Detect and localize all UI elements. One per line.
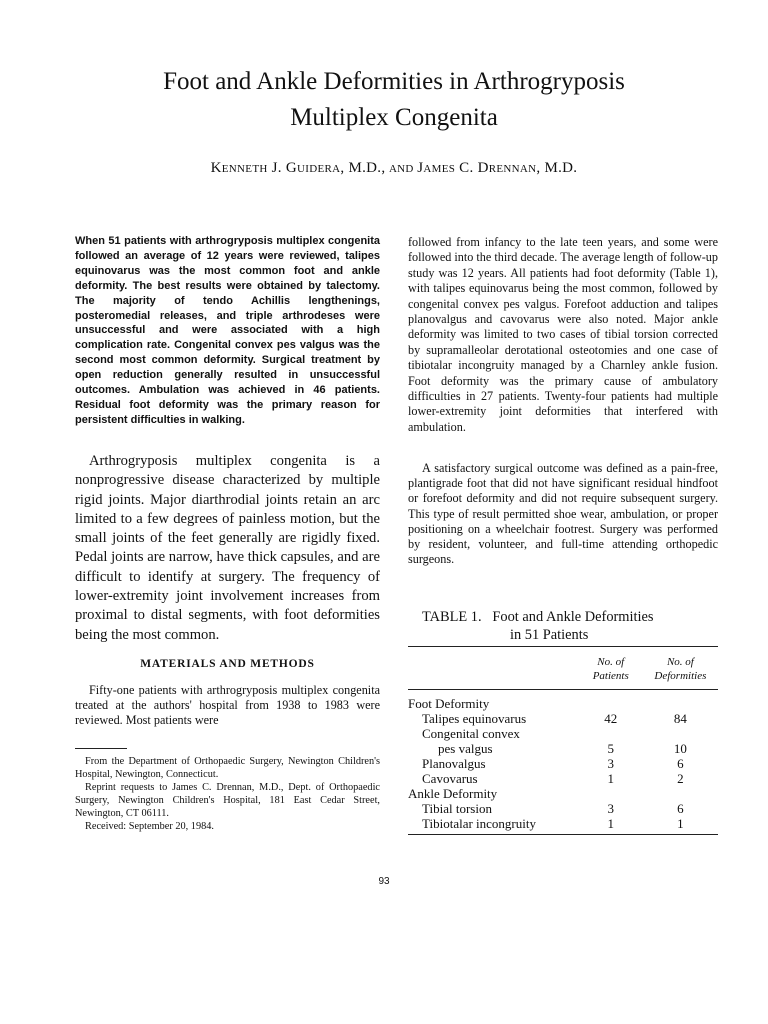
author-line: [40, 160, 748, 177]
row-deformities: 84: [673, 711, 687, 726]
table-header-patients: No. of Patients: [579, 647, 643, 690]
table-caption: [408, 608, 718, 644]
author-2: James C. Drennan, M.D.: [417, 160, 578, 176]
row-patients: [579, 690, 643, 712]
page-number: 93: [378, 876, 390, 887]
author-conjunction: and: [388, 160, 414, 176]
table-row: [408, 756, 718, 771]
row-deformities: 6: [677, 756, 684, 771]
methods-paragraph-2: A satisfactory surgical outcome was defined as a pain-free, plantigrade foot that did not have significant residual hindfoot or forefoot deformity and did not require subsequent surgery. This type of result permitted shoe wear, ambulation, or proper positioning on a wheelchair footrest. Surgery was performed by resident, volunteer, and full-time attending orthopedic surgeons.: [408, 461, 718, 567]
row-label: pes valgus: [438, 741, 493, 756]
row-deformities: 6: [677, 801, 684, 816]
row-label: Cavovarus: [422, 771, 478, 786]
table-row: [408, 786, 718, 801]
table-header-label: [408, 647, 579, 690]
row-patients: 3: [607, 801, 614, 816]
table-row: [408, 726, 718, 741]
table-row: [408, 801, 718, 816]
footnote-reprint-requests: Reprint requests to James C. Drennan, M.D., Dept. of Orthopaedic Surgery, Newington Children's Hospital, 181 East Cedar Street, Newington, CT 06111.: [75, 781, 380, 819]
table-row: [408, 741, 718, 756]
footnotes: [75, 756, 380, 833]
footnote-affiliation: From the Department of Orthopaedic Surgery, Newington Children's Hospital, Newington, Connecticut.: [75, 756, 380, 780]
row-deformities: 10: [673, 741, 687, 756]
table-row: [408, 690, 718, 712]
row-deformities: 2: [677, 771, 684, 786]
table-row: [408, 771, 718, 786]
footnote-divider: [75, 748, 127, 749]
methods-paragraph-1: Fifty-one patients with arthrogryposis multiplex congenita treated at the authors' hospital from 1938 to 1983 were reviewed. Most patients were: [75, 683, 380, 728]
row-label: Talipes equinovarus: [422, 711, 527, 726]
table-caption-title-1: Foot and Ankle Deformities: [492, 609, 654, 625]
table-caption-title-2: in 51 Patients: [510, 627, 589, 643]
table-header-deformities: No. of Deformities: [643, 647, 718, 690]
row-label: Congenital convex: [422, 726, 520, 741]
table-header-row: [408, 647, 718, 690]
row-patients: 42: [604, 711, 618, 726]
row-label: Foot Deformity: [408, 696, 490, 711]
row-label: Planovalgus: [422, 756, 486, 771]
row-patients: [579, 726, 643, 741]
row-patients: [579, 786, 643, 801]
row-deformities: 1: [643, 816, 718, 835]
row-patients: 3: [607, 756, 614, 771]
row-deformities: [643, 726, 718, 741]
methods-continuation: followed from infancy to the late teen years, and some were followed into the third decade. The average length of follow-up study was 12 years. All patients had foot deformity (Table 1), with talipes equinovarus being the most common, followed by congenital convex pes valgus. Forefoot adduction and talipes planovalgus and cavovarus were also noted. Major ankle deformity was limited to two cases of tibial torsion corrected by supramalleolar derotational osteotomies and one case of tibiotalar incongruity managed by a Charnley ankle fusion. Foot deformity was the primary cause of ambulatory difficulties in 27 patients. Twenty-four patients had multiple lower-extremity joint deformities that interfered with ambulation.: [408, 235, 718, 434]
table-caption-label: TABLE 1.: [422, 609, 482, 625]
title-line-2: Multiplex Congenita: [290, 104, 498, 131]
introduction-paragraph: Arthrogryposis multiplex congenita is a nonprogressive disease characterized by multiple rigid joints. Major diarthrodial joints retain an arc limited to a few degrees of painless motion, but the small joints of the feet generally are rigidly fixed. Pedal joints are narrow, have thick capsules, and are difficult to identify at surgery. The frequency of lower-extremity joint involvement increases from proximal to distal segments, with foot deformities being the most common.: [75, 453, 380, 643]
author-1: Kenneth J. Guidera, M.D.,: [210, 160, 386, 176]
row-patients: 1: [579, 816, 643, 835]
table-row: [408, 816, 718, 835]
title-line-1: Foot and Ankle Deformities in Arthrogryposis: [163, 68, 625, 95]
table-row: [408, 711, 718, 726]
row-label: Ankle Deformity: [408, 786, 498, 801]
row-patients: 1: [607, 771, 614, 786]
abstract: When 51 patients with arthrogryposis multiplex congenita followed an average of 12 years were reviewed, talipes equinovarus was the most common foot and ankle deformity. The best results were obtained by talectomy. The majority of tendo Achillis lengthenings, posteromedial releases, and triple arthrodeses were unsuccessful and were associated with a high complication rate. Congenital convex pes valgus was the second most common deformity. Surgical treatment by open reduction generally resulted in unsuccessful outcomes. Ambulation was achieved in 46 patients. Residual foot deformity was the primary reason for persistent difficulties in walking.: [75, 235, 380, 426]
row-deformities: [643, 786, 718, 801]
row-deformities: [643, 690, 718, 712]
row-label: Tibiotalar incongruity: [408, 816, 579, 835]
footnote-received-date: Received: September 20, 1984.: [85, 820, 214, 832]
deformities-table: [408, 646, 718, 835]
section-heading-methods: MATERIALS AND METHODS: [140, 658, 315, 670]
row-patients: 5: [607, 741, 614, 756]
row-label: Tibial torsion: [422, 801, 492, 816]
article-title: [40, 64, 748, 136]
